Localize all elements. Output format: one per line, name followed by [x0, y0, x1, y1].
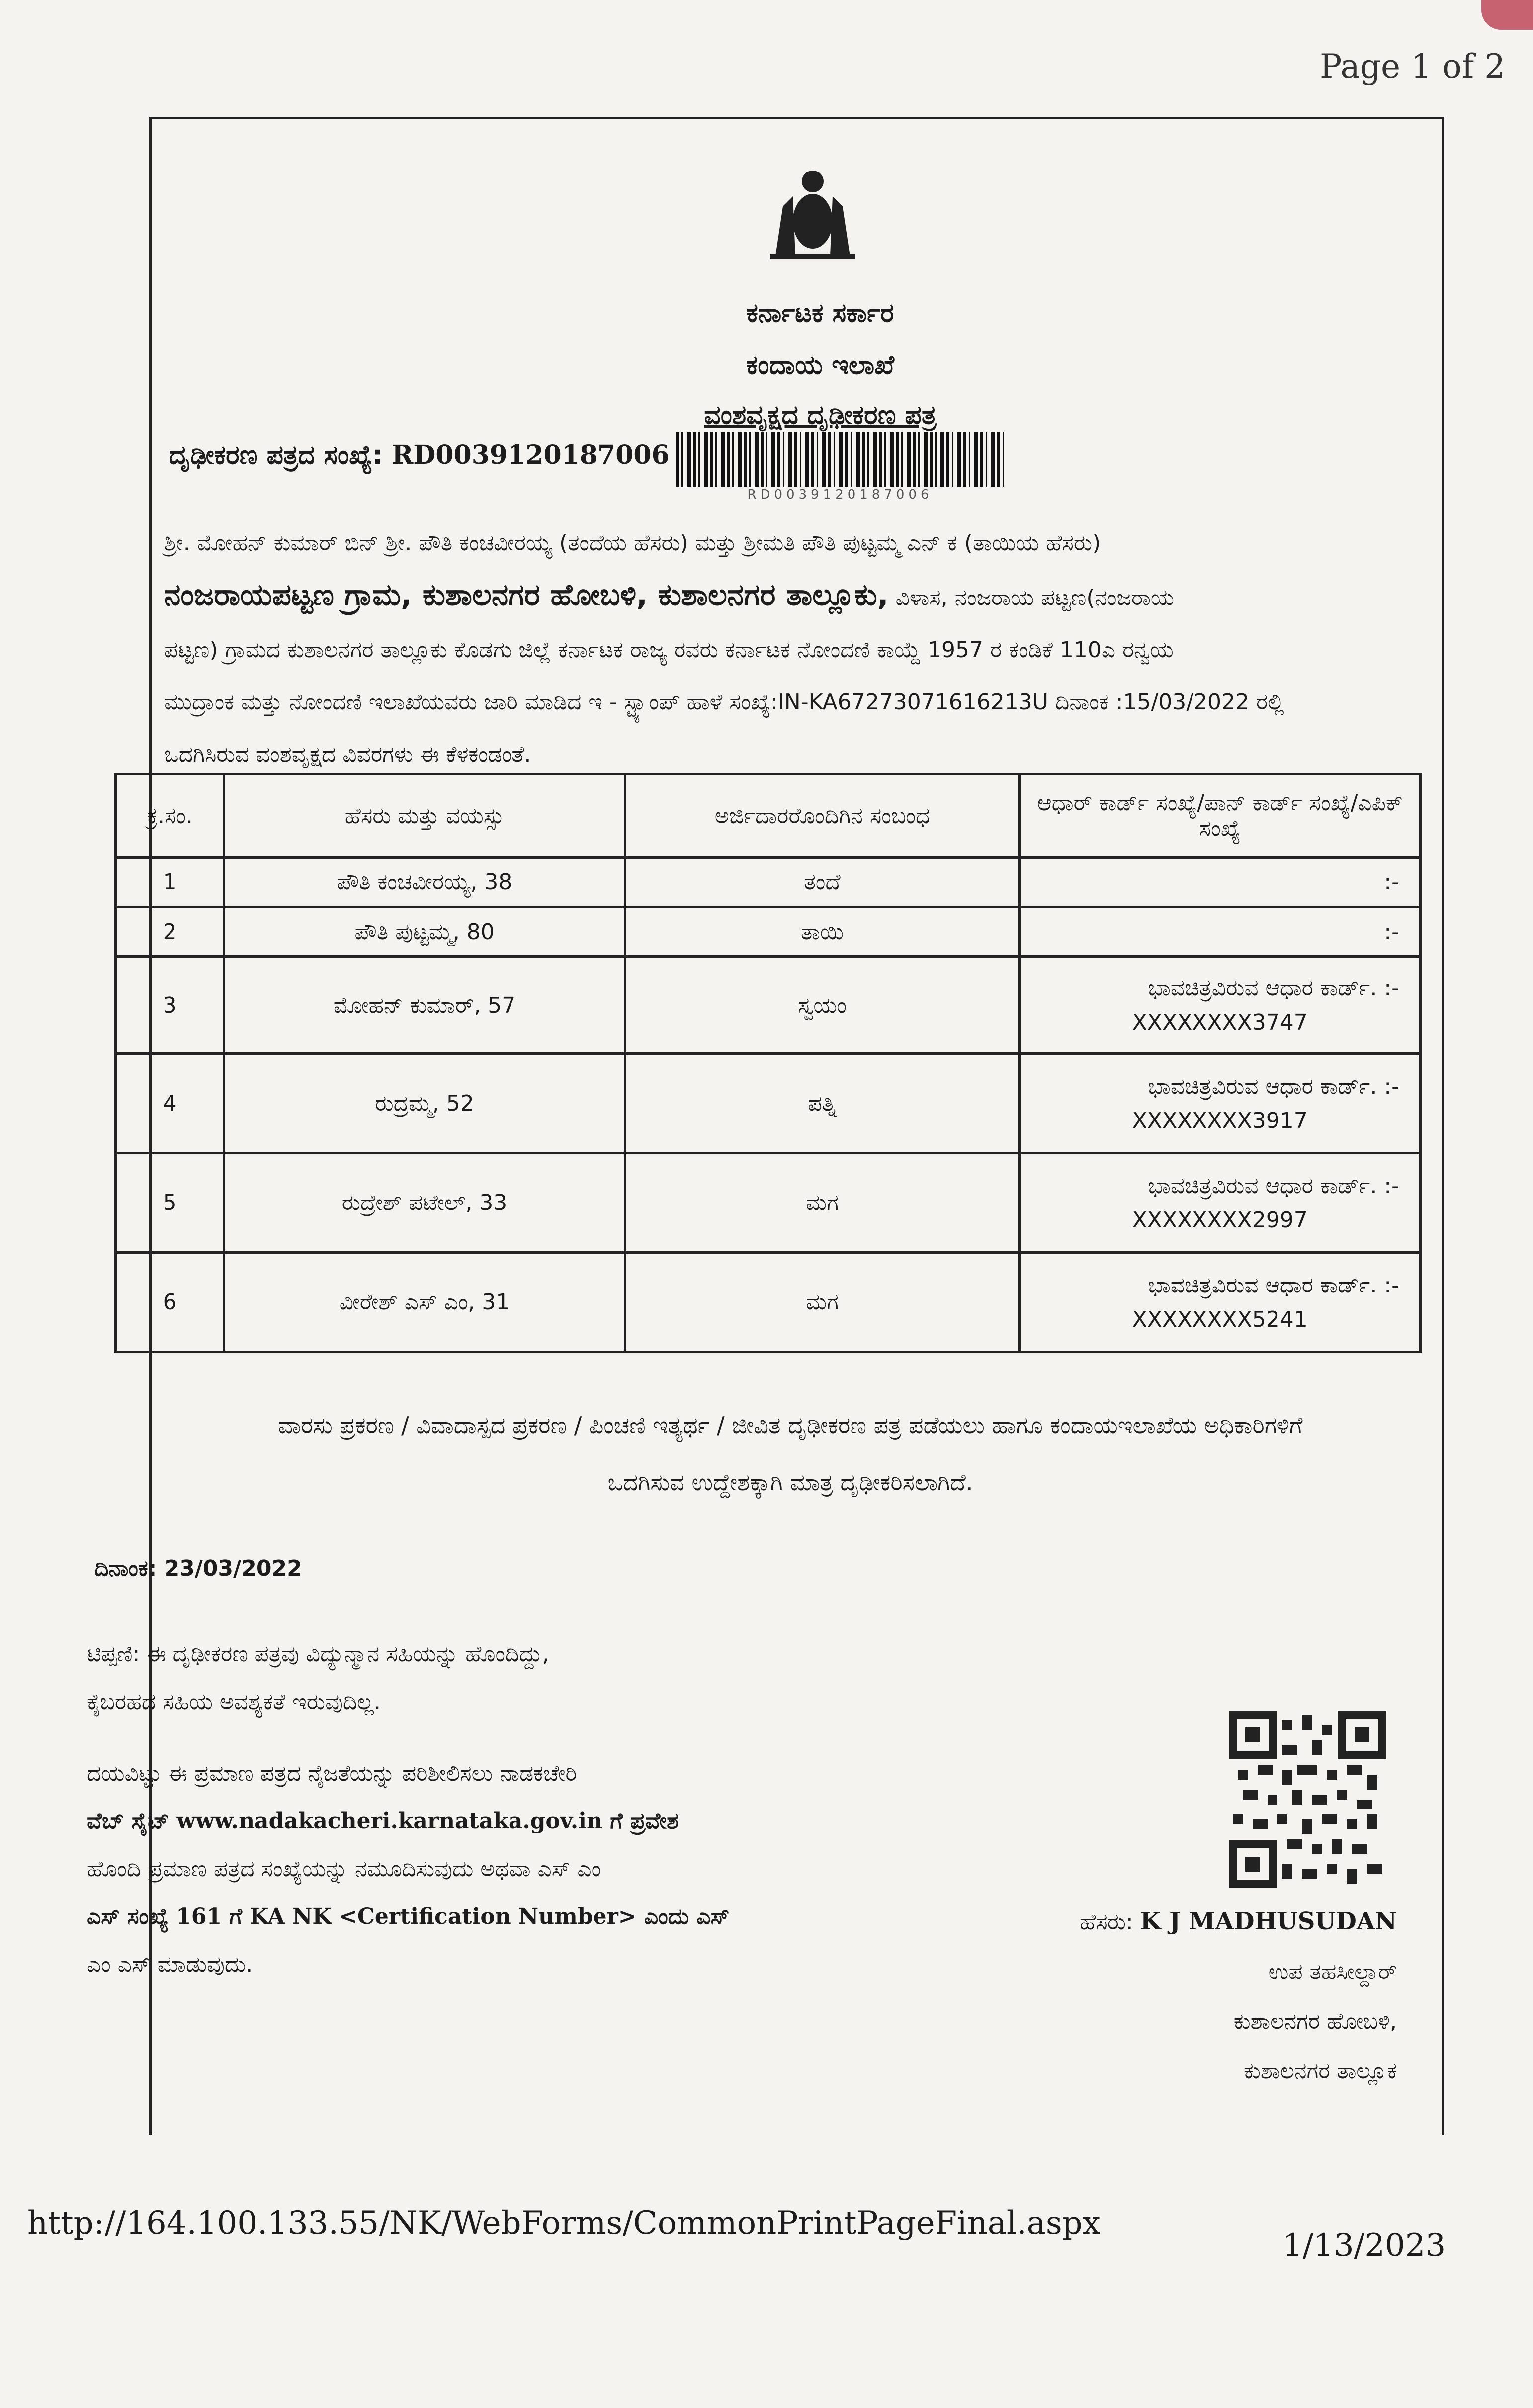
- row-name-age: ಪೌತಿ ಪುಟ್ಟಮ್ಮ, 80: [224, 907, 625, 957]
- row-relation: ಮಗ: [625, 1153, 1020, 1253]
- row-sl-no: 5: [116, 1153, 224, 1253]
- row-id: [1020, 1153, 1421, 1253]
- row-name-age: ರುದ್ರೇಶ್ ಪಟೇಲ್, 33: [224, 1153, 625, 1253]
- row-id-number: XXXXXXXX3917: [1132, 1108, 1308, 1133]
- intro-line-2-tail: ವಿಳಾಸ, ನಂಜರಾಯ ಪಟ್ಟಣ(ನಂಜರಾಯ: [888, 585, 1174, 610]
- signatory-name: K J MADHUSUDAN: [1140, 1907, 1397, 1935]
- row-id-number: XXXXXXXX3747: [1132, 1010, 1308, 1035]
- intro-line-5: ಒದಗಿಸಿರುವ ವಂಶವೃಕ್ಷದ ವಿವರಗಳು ಈ ಕೆಳಕಂಡಂತೆ.: [164, 742, 531, 767]
- table-header-row: [116, 774, 1421, 858]
- signatory-designation: ಉಪ ತಹಸೀಲ್ದಾರ್: [1268, 1959, 1397, 1984]
- signature-note-line-1: ಟಿಪ್ಪಣಿ: ಈ ದೃಢೀಕರಣ ಪತ್ರವು ವಿದ್ಯುನ್ಮಾನ ಸಹಿಯನ್ನು ಹೊಂದಿದ್ದು,: [87, 1641, 549, 1667]
- header-sl-no: ಕ್ರ.ಸಂ.: [116, 774, 224, 858]
- table-row: [116, 1153, 1421, 1253]
- row-name-age: ಮೋಹನ್ ಕುಮಾರ್, 57: [224, 957, 625, 1054]
- row-id-label: :-: [1384, 919, 1399, 945]
- table-row: [116, 907, 1421, 957]
- header-relation: ಅರ್ಜಿದಾರರೊಂದಿಗಿನ ಸಂಬಂಧ: [625, 774, 1020, 858]
- header-name-age: ಹೆಸರು ಮತ್ತು ವಯಸ್ಸು: [224, 774, 625, 858]
- signature-note: [87, 1631, 758, 1726]
- signature-note-line-2: ಕೈಬರಹದ ಸಹಿಯ ಅವಶ್ಯಕತೆ ಇರುವುದಿಲ್ಲ.: [87, 1689, 381, 1715]
- row-id-label: ಭಾವಚಿತ್ರವಿರುವ ಆಧಾರ ಕಾರ್ಡ್. :-: [1148, 1173, 1399, 1199]
- page-number: Page 1 of 2: [1320, 47, 1506, 86]
- table-row: [116, 957, 1421, 1054]
- row-id-label: ಭಾವಚಿತ್ರವಿರುವ ಆಧಾರ ಕಾರ್ಡ್. :-: [1148, 1272, 1399, 1298]
- barcode-bars: [676, 432, 1004, 487]
- row-id-label: ಭಾವಚಿತ್ರವಿರುವ ಆಧಾರ ಕಾರ್ಡ್. :-: [1148, 1073, 1399, 1099]
- certificate-number-label: ದೃಢೀಕರಣ ಪತ್ರದ ಸಂಖ್ಯೆ:: [169, 440, 383, 470]
- purpose-note: [154, 1397, 1427, 1511]
- row-id: [1020, 957, 1421, 1054]
- row-sl-no: 6: [116, 1253, 224, 1352]
- purpose-note-line-2: ಒದಗಿಸುವ ಉದ್ದೇಶಕ್ಕಾಗಿ ಮಾತ್ರ ದೃಢೀಕರಿಸಲಾಗಿದೆ.: [607, 1469, 973, 1496]
- signatory-office-2: ಕುಶಾಲನಗರ ತಾಲ್ಲೂಕ: [1244, 2059, 1397, 2084]
- row-sl-no: 4: [116, 1054, 224, 1153]
- row-name-age: ಪೌತಿ ಕಂಚವೀರಯ್ಯ, 38: [224, 858, 625, 907]
- row-relation: ತಂದೆ: [625, 858, 1020, 907]
- row-relation: ಪತ್ನಿ: [625, 1054, 1020, 1153]
- certificate-title: ವಂಶವೃಕ್ಷದ ದೃಢೀಕರಣ ಪತ್ರ: [704, 400, 937, 430]
- certificate-number-line: [169, 440, 670, 471]
- govt-title: ಕರ್ನಾಟಕ ಸರ್ಕಾರ: [746, 298, 894, 328]
- row-id: [1020, 1253, 1421, 1352]
- purpose-note-line-1: ವಾರಸು ಪ್ರಕರಣ / ವಿವಾದಾಸ್ಪದ ಪ್ರಕರಣ / ಪಿಂಚಣಿ ಇತ್ಯರ್ಥ / ಜೀವಿತ ದೃಢೀಕರಣ ಪತ್ರ ಪಡೆಯಲು ಹಾಗೂ ಕಂದಾಯಇಲಾಖೆಯ ಅಧಿಕಾರಿಗಳಿಗೆ: [278, 1412, 1303, 1439]
- row-id: [1020, 907, 1421, 957]
- row-relation: ಮಗ: [625, 1253, 1020, 1352]
- intro-line-3: ಪಟ್ಟಣ) ಗ್ರಾಮದ ಕುಶಾಲನಗರ ತಾಲ್ಲೂಕು ಕೊಡಗು ಜಿಲ್ಲೆ ಕರ್ನಾಟಕ ರಾಜ್ಯ ರವರು ಕರ್ನಾಟಕ ನೋಂದಣಿ ಕಾಯ್ದೆ 1957 ರ ಕಂಡಿಕೆ 110ಎ ರನ್ವಯ: [164, 637, 1174, 663]
- row-name-age: ವೀರೇಶ್ ಎಸ್ ಎಂ, 31: [224, 1253, 625, 1352]
- row-id-number: XXXXXXXX5241: [1132, 1306, 1308, 1332]
- table-row: [116, 858, 1421, 907]
- qr-code-icon: [1228, 1710, 1387, 1889]
- row-sl-no: 3: [116, 957, 224, 1054]
- row-id-label: ಭಾವಚಿತ್ರವಿರುವ ಆಧಾರ ಕಾರ್ಡ್. :-: [1148, 975, 1399, 1001]
- table-row: [116, 1253, 1421, 1352]
- certificate-number: RD0039120187006: [392, 440, 670, 470]
- state-emblem-icon: [761, 162, 865, 261]
- barcode-text: RD0039120187006: [747, 487, 933, 502]
- row-id: [1020, 858, 1421, 907]
- print-date: 1/13/2023: [1282, 2227, 1446, 2264]
- signatory-name-line: [1079, 1896, 1397, 1947]
- intro-paragraph: [164, 517, 1437, 780]
- issue-date: ದಿನಾಂಕ: 23/03/2022: [94, 1556, 302, 1581]
- row-sl-no: 2: [116, 907, 224, 957]
- print-url: http://164.100.133.55/NK/WebForms/CommonPrintPageFinal.aspx: [27, 2205, 1101, 2241]
- table-row: [116, 1054, 1421, 1153]
- intro-line-2: [164, 569, 1437, 624]
- intro-line-1: ಶ್ರೀ. ಮೋಹನ್ ಕುಮಾರ್ ಬಿನ್ ಶ್ರೀ. ಪೌತಿ ಕಂಚವೀರಯ್ಯ (ತಂದೆಯ ಹೆಸರು) ಮತ್ತು ಶ್ರೀಮತಿ ಪೌತಿ ಪುಟ್ಟಮ್ಮ ಎನ್ ಕ (ತಾಯಿಯ ಹೆಸರು): [164, 530, 1101, 556]
- row-sl-no: 1: [116, 858, 224, 907]
- signatory-name-label: ಹೆಸರು:: [1079, 1909, 1133, 1935]
- row-id-number: XXXXXXXX2997: [1132, 1207, 1308, 1233]
- barcode: [676, 432, 1004, 502]
- verify-line-2: ವೆಬ್ ಸೈಟ್ www.nadakacheri.karnataka.gov.in ಗೆ ಪ್ರವೇಶ: [87, 1808, 679, 1834]
- row-relation: ಸ್ವಯಂ: [625, 957, 1020, 1054]
- header-id-number: ಆಧಾರ್ ಕಾರ್ಡ್ ಸಂಖ್ಯೆ/ಪಾನ್ ಕಾರ್ಡ್ ಸಂಖ್ಯೆ/ಎಪಿಕ್ ಸಂಖ್ಯೆ: [1020, 774, 1421, 858]
- verify-line-5: ಎಂ ಎಸ್ ಮಾಡುವುದು.: [87, 1952, 253, 1977]
- row-relation: ತಾಯಿ: [625, 907, 1020, 957]
- family-tree-table: [114, 773, 1422, 1353]
- verify-line-1: ದಯವಿಟ್ಟು ಈ ಪ್ರಮಾಣ ಪತ್ರದ ನೈಜತೆಯನ್ನು ಪರಿಶೀಲಿಸಲು ನಾಡಕಚೇರಿ: [87, 1761, 577, 1786]
- intro-line-4: ಮುದ್ರಾಂಕ ಮತ್ತು ನೋಂದಣಿ ಇಲಾಖೆಯವರು ಜಾರಿ ಮಾಡಿದ ಇ - ಸ್ಟ್ಯಾಂಪ್ ಹಾಳೆ ಸಂಖ್ಯೆ:IN-KA67273071616213U ದಿನಾಂಕ :15/03/2022 ರಲ್ಲಿ: [164, 689, 1284, 715]
- corner-stain: [1481, 0, 1533, 30]
- verification-instructions: [87, 1750, 758, 1988]
- signatory-office-1: ಕುಶಾಲನಗರ ಹೋಬಳಿ,: [1233, 2009, 1397, 2034]
- verify-line-4: ಎಸ್ ಸಂಖ್ಯೆ 161 ಗೆ KA NK <Certification Number> ಎಂದು ಎಸ್: [87, 1904, 730, 1929]
- intro-line-2-address: ನಂಜರಾಯಪಟ್ಟಣ ಗ್ರಾಮ, ಕುಶಾಲನಗರ ಹೋಬಳಿ, ಕುಶಾಲನಗರ ತಾಲ್ಲೂಕು,: [164, 578, 889, 612]
- signatory-block: [1079, 1896, 1397, 2096]
- row-id: [1020, 1054, 1421, 1153]
- row-name-age: ರುದ್ರಮ್ಮ, 52: [224, 1054, 625, 1153]
- row-id-label: :-: [1384, 869, 1399, 895]
- department-title: ಕಂದಾಯ ಇಲಾಖೆ: [746, 350, 894, 380]
- verify-line-3: ಹೊಂದಿ ಪ್ರಮಾಣ ಪತ್ರದ ಸಂಖ್ಯೆಯನ್ನು ನಮೂದಿಸುವುದು ಅಥವಾ ಎಸ್ ಎಂ: [87, 1856, 601, 1882]
